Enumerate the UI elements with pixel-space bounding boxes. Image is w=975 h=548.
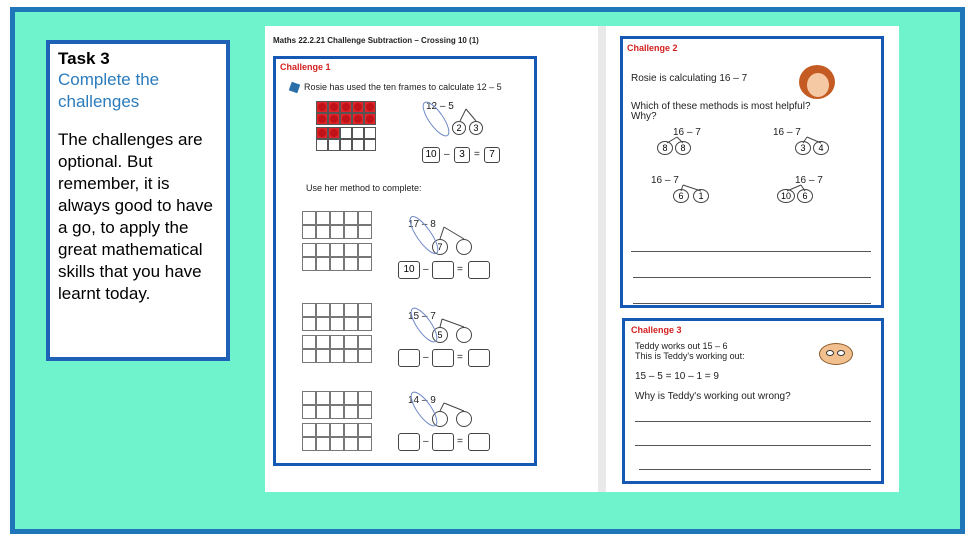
example-three-box: 3 — [454, 147, 470, 163]
answer-line-2[interactable] — [633, 277, 871, 278]
problem-1-b: 8 — [430, 219, 436, 230]
challenge-2-question: Which of these methods is most helpful? — [631, 101, 811, 112]
example-minus: – — [444, 149, 450, 160]
teddy-avatar — [819, 343, 853, 365]
method-4-part-2: 6 — [797, 189, 813, 203]
problem-3-b: 9 — [430, 395, 436, 406]
challenge-1-intro: Rosie has used the ten frames to calculate 12 – 5 — [304, 82, 502, 92]
method-4-expr: 16 – 7 — [795, 175, 823, 186]
problem-2-op: – — [421, 311, 428, 322]
problem-2-a: 15 — [408, 311, 420, 322]
challenge-2-box — [620, 36, 884, 308]
task-title: Task 3 — [58, 49, 110, 68]
challenge-2-title: Challenge 2 — [627, 43, 678, 53]
task-panel — [46, 40, 230, 361]
problem-2-split-1[interactable]: 5 — [432, 327, 448, 343]
example-b: 5 — [448, 101, 454, 112]
challenge-1-instruction: Use her method to complete: — [306, 183, 422, 193]
challenge-1-title: Challenge 1 — [280, 62, 331, 72]
problem-1-split-1[interactable]: 7 — [432, 239, 448, 255]
method-3-part-1: 6 — [673, 189, 689, 203]
answer-line-1[interactable] — [631, 251, 871, 252]
challenge-2-why: Why? — [631, 111, 657, 122]
problem-3-a: 14 — [408, 395, 420, 406]
problem-1-op: – — [421, 219, 428, 230]
problem-2-equals: = — [457, 352, 463, 363]
method-1-part-1: 8 — [657, 141, 673, 155]
challenge-3-box — [622, 318, 884, 484]
example-result-box: 7 — [484, 147, 500, 163]
task-body: The challenges are optional. But remember, it is always good to have a go, to apply the great mathematical skills that you have learnt today. — [58, 130, 213, 303]
challenge-2-line1: Rosie is calculating 16 – 7 — [631, 73, 748, 84]
problem-3-op: – — [421, 395, 428, 406]
method-4-part-1: 10 — [777, 189, 795, 203]
challenge-3-answer-line-1[interactable] — [635, 421, 871, 422]
method-2-expr: 16 – 7 — [773, 127, 801, 138]
method-3-expr: 16 – 7 — [651, 175, 679, 186]
method-branch-lines — [623, 39, 887, 311]
task-subtitle: Complete the challenges — [58, 70, 160, 111]
page-divider — [598, 26, 606, 492]
challenge-3-answer-line-3[interactable] — [639, 469, 871, 470]
problem-2-b: 7 — [430, 311, 436, 322]
method-3-part-2: 1 — [693, 189, 709, 203]
challenge-3-question: Why is Teddy's working out wrong? — [635, 391, 791, 402]
problem-2-minus: – — [423, 352, 429, 363]
challenge-3-line2: This is Teddy's working out: — [635, 351, 745, 361]
example-equals: = — [474, 149, 480, 160]
problem-1-a: 17 — [408, 219, 420, 230]
challenge-3-answer-line-2[interactable] — [635, 445, 871, 446]
worksheet-header: Maths 22.2.21 Challenge Subtraction – Crossing 10 (1) — [273, 36, 479, 45]
problem-3-equals: = — [457, 436, 463, 447]
problem-3-minus: – — [423, 436, 429, 447]
challenge-1-box — [273, 56, 537, 466]
method-1-part-2: 8 — [675, 141, 691, 155]
method-2-part-2: 4 — [813, 141, 829, 155]
challenge-3-title: Challenge 3 — [631, 325, 682, 335]
challenge-3-working: 15 – 5 = 10 – 1 = 9 — [635, 371, 719, 382]
problem-1-minus: – — [423, 264, 429, 275]
example-split-1: 2 — [452, 121, 466, 135]
answer-line-3[interactable] — [633, 303, 871, 304]
example-split-2: 3 — [469, 121, 483, 135]
example-a: 12 — [426, 101, 438, 112]
challenge-3-line1: Teddy works out 15 – 6 — [635, 341, 728, 351]
method-1-expr: 16 – 7 — [673, 127, 701, 138]
example-op: – — [439, 101, 446, 112]
problem-1-box-1[interactable]: 10 — [398, 261, 420, 279]
method-2-part-1: 3 — [795, 141, 811, 155]
split-connector-lines — [276, 59, 540, 469]
problem-1-equals: = — [457, 264, 463, 275]
worksheet-page-right — [606, 26, 899, 492]
example-ten-box: 10 — [422, 147, 440, 163]
worksheet-page-left — [265, 26, 598, 492]
